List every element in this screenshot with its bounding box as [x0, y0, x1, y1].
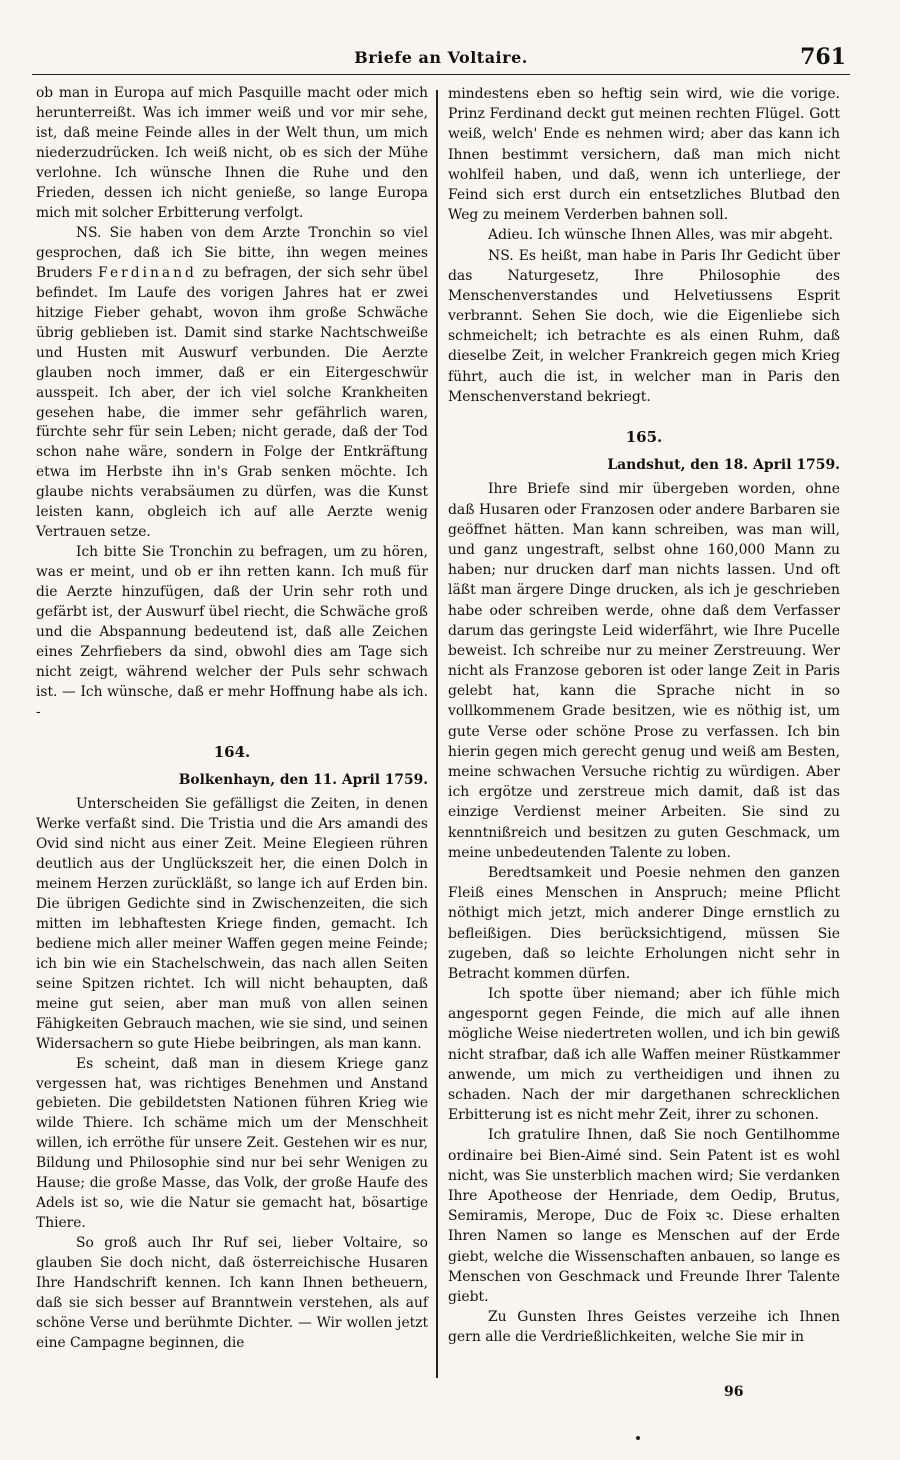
dateline: Bolkenhayn, den 11. April 1759.: [178, 771, 428, 788]
letter-number: 164.: [213, 743, 251, 761]
paragraph: ob man in Europa auf mich Pasquille macht oder mich herunterreißt. Was ich immer weiß und vor mir sehe, ist, daß meine Feinde alles in der Welt thun, um mich niederzudrücken. Ich weiß nicht, ob es sich der Mühe verlohne. Ich wünsche Ihnen die Ruhe und den Frieden, dessen ich nicht genieße, so lange Europa mich mit solcher Erbitterung verfolgt.: [36, 85, 428, 221]
running-header: [32, 44, 850, 75]
paragraph: Ihre Briefe sind mir übergeben worden, ohne daß Husaren oder Franzosen oder andere Barbaren sie geöffnet hätten. Man kann schreiben, was man will, und ganz ungestraft, selbst ohne 160,000 Mann zu haben; nur drucken darf man nichts lassen. Und oft läßt man ärgere Dinge drucken, als ich je geschrieben habe oder schreiben werde, ohne daß dem Verfasser darum das geringste Leid widerfährt, wie Ihre Pucelle beweist. Ich schreibe nur zu meiner Zerstreuung. Wer nicht als Franzose geboren ist oder lange Zeit in Paris gelebt hat, kann die Sprache nicht in so vollkommenem Grade besitzen, wie es nöthig ist, um gute Verse oder schöne Prose zu verfassen. Ich bin hierin gegen mich gerecht genug und weiß am Besten, meine schwachen Versuche richtig zu würdigen. Aber ich ergötze und zerstreue mich damit, daß ist das einzige Verdienst meiner Arbeiten. Sie sind zu kenntnißreich und besitzen zu guten Geschmack, um meine unbedeutenden Talente zu loben.: [448, 481, 840, 861]
page-number: 761: [800, 44, 846, 70]
paragraph: Ich bitte Sie Tronchin zu befragen, um zu hören, was er meint, und ob er ihn retten kann. Ich muß für die Aerzte hinzufügen, daß der Urin sehr roth und gefärbt ist, der Auswurf übel riecht, die Schwäche groß und die Abspannung bedeutend ist, daß alle Zeichen eines Zehrfiebers da sind, obwohl dies am Tage sich nicht zeigt, während welcher der Puls sehr schwach ist. — Ich wünsche, daß er mehr Hoffnung habe als ich. -: [36, 544, 428, 721]
right-column: [448, 84, 840, 1347]
paragraph: Ich spotte über niemand; aber ich fühle mich angespornt gegen Feinde, die mich auf alle ihnen mögliche Weise niedertreten wollen, und ich bin gewiß nicht strafbar, daß ich alle Waffen meiner Rüstkammer anwende, um mich zu vertheidigen und ihnen zu schaden. Nach der mir dargethanen schrecklichen Erbitterung ist es nicht mehr Zeit, ihrer zu schonen.: [448, 986, 840, 1124]
running-title: Briefe an Voltaire.: [354, 48, 528, 67]
letter-number: 165.: [625, 428, 663, 446]
paragraph: So groß auch Ihr Ruf sei, lieber Voltaire, so glauben Sie doch nicht, daß österreichische Husaren Ihre Handschrift kennen. Ich kann Ihnen betheuern, daß sie sich besser auf Branntwein verstehen, als auf schöne Verse und berühmte Dichter. — Wir wollen jetzt eine Campagne beginnen, die: [36, 1235, 428, 1352]
dateline: Landshut, den 18. April 1759.: [607, 457, 840, 474]
postscript-paragraph: NS. Es heißt, man habe in Paris Ihr Gedicht über das Naturgesetz, Ihre Philosophie des Menschenverstandes und Helvetiussens Esprit verbrannt. Sehen Sie doch, wie die Eigenliebe sich schmeichelt; ich betrachte es als einen Ruhm, daß dieselbe Zeit, in welcher Frankreich gegen mich Krieg führt, auch die ist, in welcher man in Paris den Menschenverstand bekriegt.: [448, 247, 840, 405]
spaced-name: Ferdinand: [98, 264, 197, 281]
paragraph: Beredtsamkeit und Poesie nehmen den ganzen Fleiß eines Menschen in Anspruch; meine Pflicht nöthigt mich jetzt, mich anderer Dinge ernstlich zu befleißigen. Dies berücksichtigend, müssen Sie zugeben, daß so leichte Erholungen nicht sehr in Betracht kommen dürfen.: [448, 864, 840, 982]
printer-signature: 96: [724, 1384, 744, 1400]
paragraph: Zu Gunsten Ihres Geistes verzeihe ich Ihnen gern alle die Verdrießlichkeiten, welche Sie mir in: [448, 1309, 840, 1346]
column-divider: [436, 90, 438, 1378]
postscript-paragraph: [36, 224, 428, 544]
paragraph: Es scheint, daß man in diesem Kriege ganz vergessen hat, was richtiges Benehmen und Anstand gebieten. Die gebildetsten Nationen führen Krieg wie wilde Thiere. Ich schäme mich um der Menschheit willen, ich erröthe für unsere Zeit. Gestehen wir es nur, Bildung und Philosophie sind nur bei sehr Wenigen zu Hause; die große Masse, das Volk, der große Haufe des Adels ist so, wie die Natur sie gemacht hat, bösartige Thiere.: [36, 1055, 428, 1232]
paragraph: Adieu. Ich wünsche Ihnen Alles, was mir abgeht.: [488, 227, 834, 244]
ink-dot: [636, 1436, 640, 1440]
text-run: NS. Sie haben von dem Arzte Tronchin so viel gesprochen, daß ich Sie bitte, ihn wegen meines Bruders: [36, 224, 428, 281]
paragraph: Unterscheiden Sie gefälligst die Zeiten, in denen Werke verfaßt sind. Die Tristia und die Ars amandi des Ovid sind nicht aus einer Zeit. Meine Elegieen rühren deutlich aus der Unglückszeit her, die einen Dolch in meinem Herzen zurückläßt, so lange ich auf Erden bin. Die übrigen Gedichte sind in Zwischenzeiten, die sich mitten im lebhaftesten Kriege finden, gemacht. Ich bediene mich aller meiner Waffen gegen meine Feinde; ich bin wie ein Stachelschwein, das nach allen Seiten seine Spitzen richtet. Ich will nicht behaupten, daß meine gut seien, aber man muß von allen seinen Fähigkeiten Gebrauch machen, wie sie sind, und seinen Widersachern so gute Hiebe beibringen, als man kann.: [36, 795, 428, 1052]
left-column: [36, 84, 428, 1354]
paragraph: mindestens eben so heftig sein wird, wie die vorige. Prinz Ferdinand deckt gut meinen rechten Flügel. Gott weiß, welch' Ende es nehmen wird; aber das kann ich Ihnen bestimmt versichern, daß man mich nicht wohlfeil haben, und daß, wenn ich unterliege, der Feind sich erst durch ein entsetzliches Blutbad den Weg zu meinem Verderben bahnen soll.: [448, 86, 840, 224]
text-run: zu befragen, der sich sehr übel befindet. Im Laufe des vorigen Jahres hat er zwei hitzige Fieber gehabt, wovon ihm große Schwäche übrig geblieben ist. Damit sind starke Nachtschweiße und Husten mit Auswurf verbunden. Die Aerzte glauben noch immer, daß er ein Eitergeschwür ausspeit. Ich aber, der ich viel solche Krankheiten gesehen habe, die immer sehr gefährlich waren, fürchte sehr für sein Leben; nicht gerade, daß der Tod schon nahe wäre, sondern in Folge der Entkräftung etwa im Herbste ihn in's Grab senken möchte. Ich glaube nichts verabsäumen zu dürfen, was die Kunst leisten kann, obgleich ich auf alle Aerzte wenig Vertrauen setze.: [36, 264, 428, 541]
paragraph: Ich gratulire Ihnen, daß Sie noch Gentilhomme ordinaire bei Bien-Aimé sind. Sein Patent ist es wohl nicht, was Sie unsterblich machen wird; Sie verdanken Ihre Apotheose der Henriade, dem Oedip, Brutus, Semiramis, Merope, Duc de Foix ꝛc. Diese erhalten Ihren Namen so lange es Menschen auf der Erde giebt, welche die Wissenschaften anbauen, so lange es Menschen von Geschmack und Freunde Ihrer Talente giebt.: [448, 1127, 840, 1305]
